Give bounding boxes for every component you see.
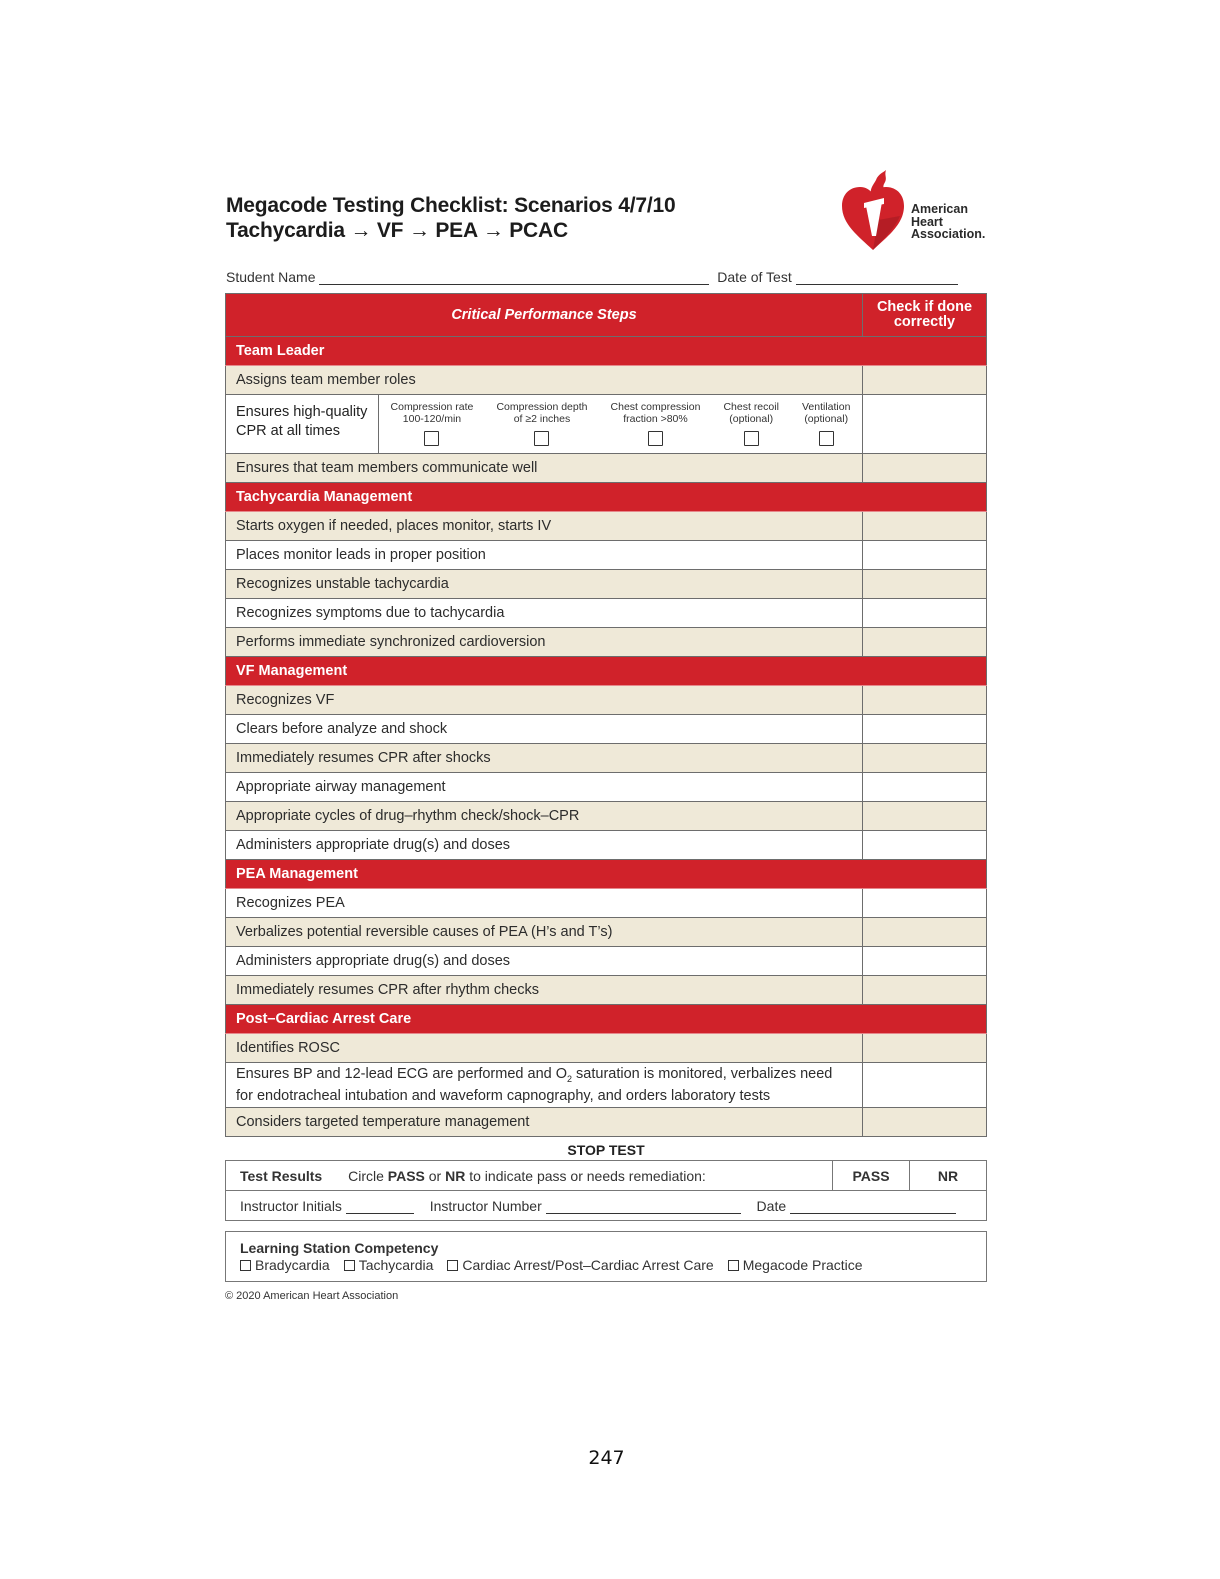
step-text: Starts oxygen if needed, places monitor, starts IV	[226, 512, 863, 541]
cpr-options	[379, 395, 862, 453]
table-header-row	[226, 294, 987, 337]
heart-torch-icon	[838, 170, 908, 252]
stop-test-heading: STOP TEST	[567, 1142, 645, 1158]
table-row	[226, 1108, 987, 1137]
check-cell[interactable]	[863, 773, 987, 802]
test-results-row: Test Results Circle PASS or NR to indicate pass or needs remediation: PASS NR	[226, 1161, 987, 1191]
step-text: Immediately resumes CPR after rhythm checks	[226, 976, 863, 1005]
table-row	[226, 744, 987, 773]
option-tachycardia[interactable]: Tachycardia	[344, 1257, 434, 1273]
step-text: Clears before analyze and shock	[226, 715, 863, 744]
step-text: Administers appropriate drug(s) and doses	[226, 947, 863, 976]
table-row	[226, 686, 987, 715]
check-cell[interactable]	[863, 599, 987, 628]
checkbox[interactable]	[648, 431, 663, 446]
table-row	[226, 802, 987, 831]
step-text: Considers targeted temperature management	[226, 1108, 863, 1137]
step-text: Ensures BP and 12-lead ECG are performed and $O_2$ saturation is monitored, verbalizes need for endotracheal intubation and waveform capnography, and orders laboratory tests	[226, 1063, 863, 1108]
cpr-label: Ensures high-quality CPR at all times	[226, 395, 379, 453]
checkbox[interactable]	[744, 431, 759, 446]
table-row	[226, 947, 987, 976]
checkbox[interactable]	[424, 431, 439, 446]
step-text: Assigns team member roles	[226, 366, 863, 395]
step-text: Recognizes VF	[226, 686, 863, 715]
check-cell[interactable]	[863, 918, 987, 947]
pass-option[interactable]: PASS	[833, 1161, 910, 1191]
instructor-initials-label: Instructor Initials	[240, 1197, 342, 1214]
table-row	[226, 599, 987, 628]
check-cell[interactable]	[863, 889, 987, 918]
step-text: Appropriate airway management	[226, 773, 863, 802]
table-row	[226, 773, 987, 802]
section-team-leader: Team Leader	[226, 337, 987, 366]
step-text: Places monitor leads in proper position	[226, 541, 863, 570]
cpr-option-rate: Compression rate 100-120/min	[391, 401, 474, 446]
check-cell[interactable]	[863, 366, 987, 395]
cpr-option-fraction: Chest compression fraction >80%	[611, 401, 701, 446]
step-text: Appropriate cycles of drug–rhythm check/shock–CPR	[226, 802, 863, 831]
check-header: Check if done correctly	[863, 294, 987, 337]
table-row	[226, 366, 987, 395]
step-text: Administers appropriate drug(s) and doses	[226, 831, 863, 860]
check-cell[interactable]	[863, 947, 987, 976]
check-cell[interactable]	[863, 512, 987, 541]
test-results-table	[225, 1160, 987, 1221]
title-line-2: Tachycardia → VF → PEA → PCAC	[226, 219, 568, 242]
option-bradycardia[interactable]: Bradycardia	[240, 1257, 330, 1273]
instructor-number-field[interactable]	[546, 1199, 741, 1214]
check-cell[interactable]	[863, 1063, 987, 1108]
check-cell[interactable]	[863, 541, 987, 570]
section-tachycardia: Tachycardia Management	[226, 483, 987, 512]
step-text: Verbalizes potential reversible causes of PEA (H’s and T’s)	[226, 918, 863, 947]
check-cell[interactable]	[863, 802, 987, 831]
table-row	[226, 628, 987, 657]
table-row	[226, 918, 987, 947]
check-cell[interactable]	[863, 686, 987, 715]
learning-station-competency	[225, 1231, 987, 1282]
table-row	[226, 831, 987, 860]
aha-logo	[838, 170, 998, 252]
date-of-test-field[interactable]	[796, 270, 958, 285]
check-cell[interactable]	[863, 628, 987, 657]
step-text: Recognizes symptoms due to tachycardia	[226, 599, 863, 628]
section-vf: VF Management	[226, 657, 987, 686]
table-row	[226, 976, 987, 1005]
table-row	[226, 715, 987, 744]
check-cell[interactable]	[863, 1108, 987, 1137]
step-text: Performs immediate synchronized cardioversion	[226, 628, 863, 657]
option-megacode-practice[interactable]: Megacode Practice	[728, 1257, 863, 1273]
table-row	[226, 512, 987, 541]
cpr-option-recoil: Chest recoil (optional)	[723, 401, 778, 446]
copyright: © 2020 American Heart Association	[225, 1290, 399, 1302]
nr-option[interactable]: NR	[910, 1161, 987, 1191]
table-row	[226, 889, 987, 918]
checkbox-icon[interactable]	[344, 1260, 355, 1271]
check-cell[interactable]	[863, 395, 987, 454]
check-cell[interactable]	[863, 976, 987, 1005]
table-row	[226, 570, 987, 599]
table-row	[226, 1063, 987, 1108]
section-pcac: Post–Cardiac Arrest Care	[226, 1005, 987, 1034]
step-text: Recognizes PEA	[226, 889, 863, 918]
student-name-label: Student Name	[226, 269, 316, 285]
instructor-row	[226, 1191, 987, 1221]
section-pea: PEA Management	[226, 860, 987, 889]
critical-steps-header: Critical Performance Steps	[226, 294, 863, 337]
cpr-option-depth: Compression depth of ≥2 inches	[496, 401, 587, 446]
check-cell[interactable]	[863, 831, 987, 860]
table-row	[226, 541, 987, 570]
logo-wordmark: American Heart Association.	[911, 202, 986, 241]
table-row	[226, 454, 987, 483]
check-cell[interactable]	[863, 744, 987, 773]
step-text: Recognizes unstable tachycardia	[226, 570, 863, 599]
student-info-row	[226, 269, 966, 285]
checkbox-icon[interactable]	[447, 1260, 458, 1271]
check-cell[interactable]	[863, 715, 987, 744]
checkbox[interactable]	[819, 431, 834, 446]
instructor-number-label: Instructor Number	[429, 1197, 542, 1214]
checkbox-icon[interactable]	[240, 1260, 251, 1271]
cpr-option-ventilation: Ventilation (optional)	[802, 401, 850, 446]
title-line-1: Megacode Testing Checklist: Scenarios 4/7/10	[226, 194, 676, 217]
test-results-label: Test Results	[240, 1167, 323, 1184]
page-title	[226, 193, 675, 243]
date-field[interactable]	[790, 1199, 956, 1214]
date-of-test-label: Date of Test	[717, 269, 792, 285]
step-text: Identifies ROSC	[226, 1034, 863, 1063]
instructor-initials-field[interactable]	[346, 1199, 414, 1214]
critical-steps-table	[225, 293, 987, 1137]
learning-station-title: Learning Station Competency	[240, 1240, 439, 1256]
student-name-field[interactable]	[319, 270, 709, 285]
checkbox[interactable]	[534, 431, 549, 446]
table-row	[226, 1034, 987, 1063]
step-text: Ensures that team members communicate well	[226, 454, 863, 483]
option-cardiac-arrest[interactable]: Cardiac Arrest/Post–Cardiac Arrest Care	[447, 1257, 713, 1273]
checkbox-icon[interactable]	[728, 1260, 739, 1271]
check-cell[interactable]	[863, 1034, 987, 1063]
step-text: Immediately resumes CPR after shocks	[226, 744, 863, 773]
check-cell[interactable]	[863, 570, 987, 599]
learning-station-options	[240, 1257, 863, 1273]
date-label: Date	[756, 1197, 787, 1214]
page-number: 247	[588, 1447, 625, 1469]
cpr-quality-row	[226, 395, 987, 454]
check-cell[interactable]	[863, 454, 987, 483]
